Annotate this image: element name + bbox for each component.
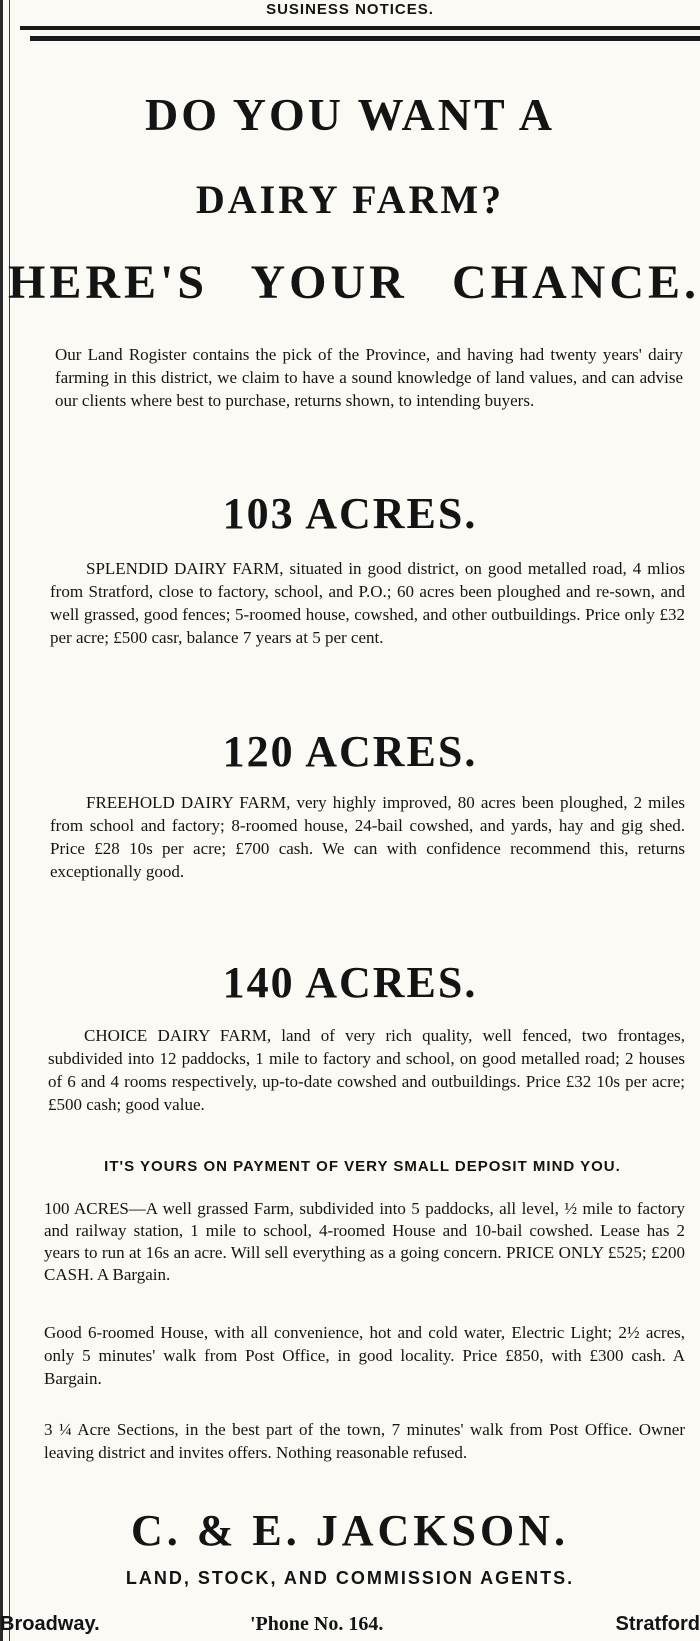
deposit-notice: IT'S YOURS ON PAYMENT OF VERY SMALL DEPOSIT MIND YOU. [104,1158,621,1175]
footer-phone: 'Phone No. 164. [250,1613,384,1635]
intro-paragraph: Our Land Rogister contains the pick of the Province, and having had twenty years' dairy farming in this district, we claim to have a sound knowledge of land values, and can advise our clients where best to purchase, returns shown, to intending buyers. [55,345,683,410]
listing-text-120-acres: FREEHOLD DAIRY FARM, very highly improved, 80 acres been ploughed, 2 miles from school and factory; 8-roomed house, 24-bail cowshed, and yards, hay and gig shed. Price £28 10s per acre; £700 cash. We can with confidence recommend this, returns exceptionally good. [50,793,685,881]
header-rule-thin [20,26,700,30]
headline-line-2: DAIRY FARM? [195,177,505,222]
footer-address: Broadway. [0,1613,100,1635]
headline-line-1: DO YOU WANT A [144,89,556,140]
listing-heading-140-acres: 140 ACRES. [222,958,478,1007]
footer-town: Stratford [615,1613,700,1635]
listing-heading-103-acres: 103 ACRES. [222,489,478,538]
listing-text-103-acres: SPLENDID DAIRY FARM, situated in good district, on good metalled road, 4 mlios from Stratford, close to factory, school, and P.O.; 60 acres been ploughed and re-sown, and well grassed, good fences; 5-roomed house, cowshed, and other outbuildings. Price only £32 per acre; £500 casr, balance 7 years at 5 per cent. [50,559,685,647]
left-margin-rule-inner [9,0,10,1641]
headline-line-3: HERE'S YOUR CHANCE. [8,256,700,309]
firm-name: C. & E. JACKSON. [130,1506,570,1555]
section-header: SUSINESS NOTICES. [266,1,434,18]
left-margin-rule [0,0,3,1641]
footer [0,1613,700,1641]
listing-text-100-acres: 100 ACRES—A well grassed Farm, subdivided into 5 paddocks, all level, ½ mile to factory and railway station, 1 mile to school, 4-roomed House and 10-bail cowshed. Lease has 2 years to run at 16s an acre. Will sell everything as a going concern. PRICE ONLY £525; £200 CASH. A Bargain. [44,1199,685,1284]
listing-text-140-acres: CHOICE DAIRY FARM, land of very rich quality, well fenced, two frontages, subdivided into 12 paddocks, 1 mile to factory and school, on good metalled road; 2 houses of 6 and 4 rooms respectively, up-to-date cowshed and outbuildings. Price £32 10s per acre; £500 cash; good value. [48,1026,685,1114]
listing-text-house: Good 6-roomed House, with all convenience, hot and cold water, Electric Light; 2½ acres, only 5 minutes' walk from Post Office, in good locality. Price £850, with £300 cash. A Bargain. [44,1323,685,1388]
listing-heading-120-acres: 120 ACRES. [222,727,478,776]
header-rule-thick [30,36,700,41]
firm-tagline: LAND, STOCK, AND COMMISSION AGENTS. [125,1568,575,1588]
listing-text-sections: 3 ¼ Acre Sections, in the best part of the town, 7 minutes' walk from Post Office. Owner leaving district and invites offers. Nothing reasonable refused. [44,1420,685,1462]
